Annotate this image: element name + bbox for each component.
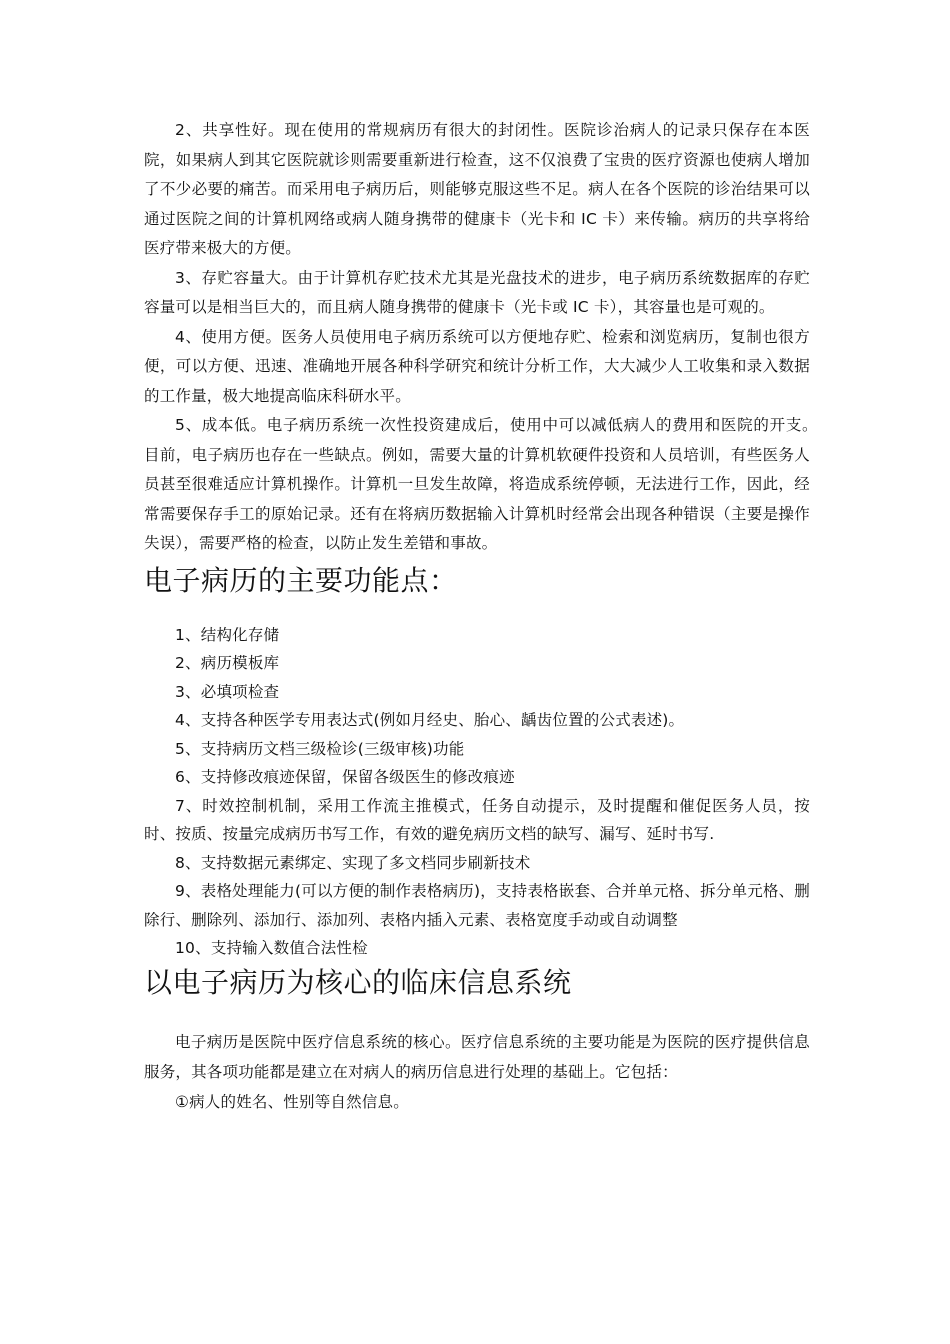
list-item: 3、必填项检查 [175,682,280,701]
section-heading-clinical-system: 以电子病历为核心的临床信息系统 [144,965,572,999]
document-page [144,116,826,1117]
section-clinical-system [144,963,810,1117]
section-heading-functions: 电子病历的主要功能点： [144,563,458,597]
list-item: 5、支持病历文档三级检诊(三级审核)功能 [175,739,465,758]
paragraph-storage: 3、存贮容量大。由于计算机存贮技术尤其是光盘技术的进步，电子病历系统数据库的存贮容量可以是相当巨大的，而且病人随身携带的健康卡（光卡或 IC 卡），其容量也是可观的。 [144,268,810,316]
list-item: 10、支持输入数值合法性检 [175,939,368,957]
paragraph-core: 电子病历是医院中医疗信息系统的核心。医疗信息系统的主要功能是为医院的医疗提供信息服务，其各项功能都是建立在对病人的病历信息进行处理的基础上。它包括： [144,1032,810,1081]
paragraph-convenience: 4、使用方便。医务人员使用电子病历系统可以方便地存贮、检索和浏览病历，复制也很方便，可以方便、迅速、准确地开展各种科学研究和统计分析工作，大大减少人工收集和录入数据的工作量，极大地提高临床科研水平。 [144,327,810,405]
paragraph-cost: 5、成本低。电子病历系统一次性投资建成后，使用中可以减低病人的费用和医院的开支。 目前，电子病历也存在一些缺点。例如，需要大量的计算机软硬件投资和人员培训，有些医务人员甚至很难适应计算机操作。计算机一旦发生故障，将造成系统停顿，无法进行工作，因此，经常需要保存手工的原始记录。还有在将病历数据输入计算机时经常会出现各种错误（主要是操作失误），需要严格的检查，以防止发生差错和事故。 [144,416,826,552]
paragraph-sharing: 2、共享性好。现在使用的常规病历有很大的封闭性。医院诊治病人的记录只保存在本医院，如果病人到其它医院就诊则需要重新进行检查，这不仅浪费了宝贵的医疗资源也使病人增加了不少必要的痛苦。而采用电子病历后，则能够克服这些不足。病人在各个医院的诊治结果可以通过医院之间的计算机网络或病人随身携带的健康卡（光卡和 IC 卡）来传输。病历的共享将给医疗带来极大的方便。 [144,121,810,257]
list-item: 8、支持数据元素绑定、实现了多文档同步刷新技术 [175,853,531,872]
list-item: 9、表格处理能力(可以方便的制作表格病历)，支持表格嵌套、合并单元格、拆分单元格、删除行、删除列、添加行、添加列、表格内插入元素、表格宽度手动或自动调整 [144,882,810,929]
list-item: 1、结构化存储 [175,625,280,644]
section-functions [144,561,810,963]
list-item: 7、时效控制机制，采用工作流主推模式，任务自动提示，及时提醒和催促医务人员，按时、按质、按量完成病历书写工作，有效的避免病历文档的缺写、漏写、延时书写. [144,796,810,843]
list-item: 6、支持修改痕迹保留，保留各级医生的修改痕迹 [175,768,515,786]
list-item: 2、病历模板库 [175,654,280,672]
function-list [144,621,810,963]
list-item: 4、支持各种医学专用表达式(例如月经史、胎心、龋齿位置的公式表述)。 [175,711,685,729]
section-advantages [144,116,826,559]
paragraph-patient-info: ①病人的姓名、性别等自然信息。 [175,1092,409,1111]
